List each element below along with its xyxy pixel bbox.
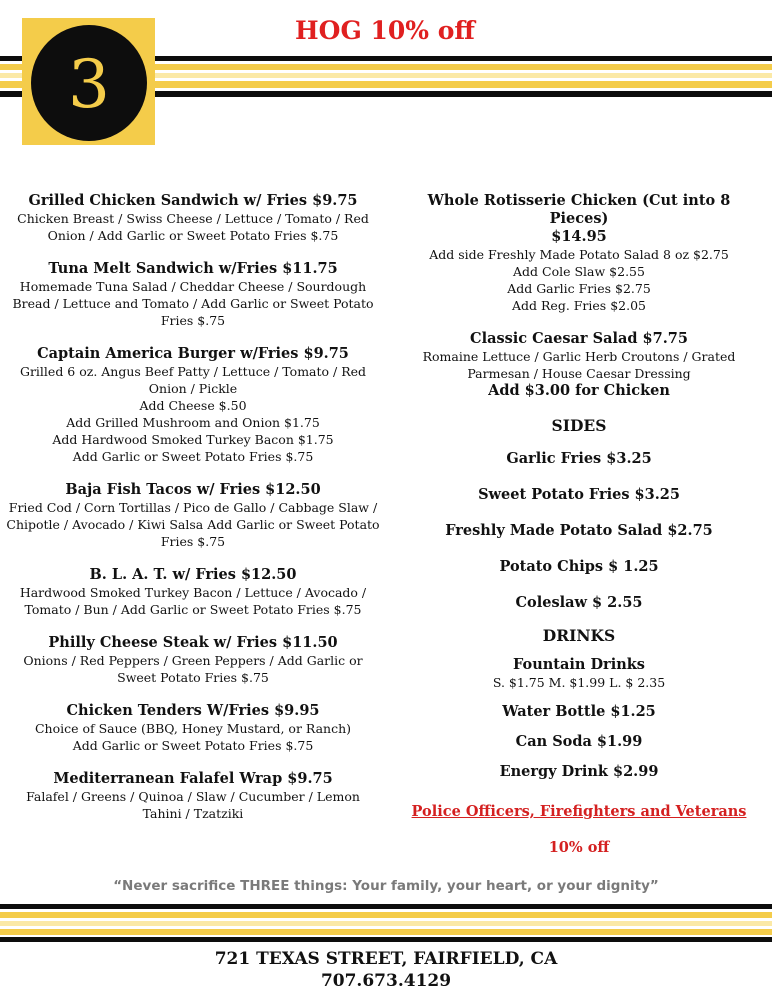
menu-item-desc: Grilled 6 oz. Angus Beef Patty / Lettuce / Tomato / Red	[19, 364, 367, 379]
address: 721 TEXAS STREET, FAIRFIELD, CA	[214, 949, 558, 969]
menu-item-title: B. L. A. T. w/ Fries $12.50	[89, 566, 297, 583]
side-item: Garlic Fries $3.25	[506, 450, 652, 467]
side-item: Freshly Made Potato Salad $2.75	[445, 522, 713, 539]
menu-item-price: $14.95	[551, 228, 607, 245]
menu-item-caesar-salad	[398, 330, 760, 400]
menu-item-title: Tuna Melt Sandwich w/Fries $11.75	[48, 260, 338, 277]
menu-item-desc: Onion / Add Garlic or Sweet Potato Fries $.75	[47, 228, 339, 243]
menu-item-desc: Parmesan / House Caesar Dressing	[467, 366, 691, 381]
menu-item-desc: Onion / Pickle	[148, 381, 238, 396]
menu-item-title: Baja Fish Tacos w/ Fries $12.50	[65, 481, 321, 498]
menu-item-desc: Fries $.75	[160, 313, 226, 328]
menu-item-desc: Add side Freshly Made Potato Salad 8 oz $2.75	[429, 247, 729, 262]
menu-item-desc: Falafel / Greens / Quinoa / Slaw / Cucumber / Lemon	[26, 789, 360, 804]
menu-item-title: Chicken Tenders W/Fries $9.95	[66, 702, 320, 719]
menu-item-desc: Add Cole Slaw $2.55	[513, 264, 645, 279]
menu-item-desc: Add Garlic Fries $2.75	[507, 281, 651, 296]
menu-item-desc: Onions / Red Peppers / Green Peppers / Add Garlic or	[23, 653, 363, 668]
menu-item-desc: Tomato / Bun / Add Garlic or Sweet Potato Fries $.75	[24, 602, 362, 617]
sides-heading: SIDES	[551, 416, 607, 435]
menu-item	[6, 770, 380, 822]
fountain-drinks-sizes: S. $1.75 M. $1.99 L. $ 2.35	[492, 675, 666, 690]
logo	[22, 18, 155, 145]
menu-item-title: Philly Cheese Steak w/ Fries $11.50	[48, 634, 338, 651]
menu-item	[6, 481, 380, 550]
menu-item-desc: Add Garlic or Sweet Potato Fries $.75	[72, 738, 314, 753]
menu-item-desc: Romaine Lettuce / Garlic Herb Croutons / Grated	[422, 349, 736, 364]
menu-item-desc: Chipotle / Avocado / Kiwi Salsa Add Garlic or Sweet Potato	[6, 517, 380, 532]
menu-item	[6, 260, 380, 329]
menu-item-desc: Choice of Sauce (BBQ, Honey Mustard, or Ranch)	[34, 721, 352, 736]
footer-quote: “Never sacrifice THREE things: Your family, your heart, or your dignity”	[113, 878, 659, 894]
logo-number: 3	[68, 46, 110, 123]
menu-item-desc: Add Hardwood Smoked Turkey Bacon $1.75	[52, 432, 334, 447]
side-item: Potato Chips $ 1.25	[499, 558, 659, 575]
menu-item-desc: Tahini / Tzatziki	[142, 806, 244, 821]
drink-item: Water Bottle $1.25	[502, 703, 656, 720]
discount-line: Police Officers, Firefighters and Veterans	[411, 803, 747, 820]
menu-left-column	[6, 192, 380, 838]
menu-item-title: Whole Rotisserie Chicken (Cut into 8 Pieces)	[427, 192, 731, 227]
menu-item-title: Captain America Burger w/Fries $9.75	[37, 345, 349, 362]
menu-item-desc: Bread / Lettuce and Tomato / Add Garlic or Sweet Potato	[12, 296, 374, 311]
promo-banner: HOG 10% off	[295, 16, 475, 45]
menu-item	[6, 702, 380, 754]
menu-item-desc: Fries $.75	[160, 534, 226, 549]
menu-item-desc: Chicken Breast / Swiss Cheese / Lettuce / Tomato / Red	[17, 211, 369, 226]
menu-item-title: Mediterranean Falafel Wrap $9.75	[53, 770, 333, 787]
menu-item	[6, 634, 380, 686]
phone-number: 707.673.4129	[320, 971, 452, 991]
menu-item-desc: Add Grilled Mushroom and Onion $1.75	[66, 415, 320, 430]
drinks-heading: DRINKS	[542, 626, 616, 645]
menu-item-extra: Add $3.00 for Chicken	[488, 382, 670, 399]
menu-item-desc: Add Garlic or Sweet Potato Fries $.75	[72, 449, 314, 464]
menu-item-desc: Add Cheese $.50	[139, 398, 247, 413]
drink-item: Can Soda $1.99	[515, 733, 643, 750]
menu-item-desc: Homemade Tuna Salad / Cheddar Cheese / Sourdough	[19, 279, 367, 294]
menu-item	[6, 192, 380, 244]
menu-item-title: Grilled Chicken Sandwich w/ Fries $9.75	[28, 192, 358, 209]
menu-item	[6, 345, 380, 465]
side-item: Coleslaw $ 2.55	[515, 594, 643, 611]
drink-item: Energy Drink $2.99	[499, 763, 659, 780]
menu-item-rotisserie-chicken	[398, 192, 760, 314]
menu-item-desc: Add Reg. Fries $2.05	[512, 298, 646, 313]
menu-right-column	[398, 192, 760, 857]
menu-item-desc: Fried Cod / Corn Tortillas / Pico de Gallo / Cabbage Slaw /	[8, 500, 378, 515]
menu-item-desc: Sweet Potato Fries $.75	[117, 670, 269, 685]
menu-item-desc: Hardwood Smoked Turkey Bacon / Lettuce / Avocado /	[19, 585, 367, 600]
footer-address-block	[0, 948, 772, 992]
bottom-stripes	[0, 904, 772, 942]
menu-item	[6, 566, 380, 618]
discount-value: 10% off	[548, 839, 610, 856]
side-item: Sweet Potato Fries $3.25	[478, 486, 680, 503]
menu-item-title: Classic Caesar Salad $7.75	[470, 330, 688, 347]
fountain-drinks-title: Fountain Drinks	[513, 656, 645, 673]
logo-circle	[31, 25, 147, 141]
